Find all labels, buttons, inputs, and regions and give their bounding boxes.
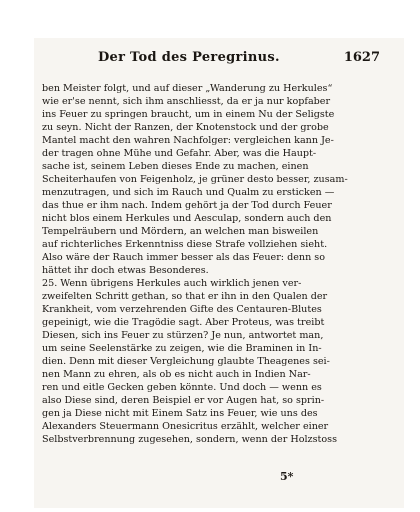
- page-header: [34, 50, 380, 65]
- text-line: nicht blos einem Herkules und Aesculap, sondern auch den: [42, 213, 332, 224]
- text-line: Also wäre der Rauch immer besser als das Feuer: denn so: [42, 252, 325, 263]
- page-number: 1627: [343, 50, 380, 65]
- text-line: gepeinigt, wie die Tragödie sagt. Aber Proteus, was treibt: [42, 317, 325, 328]
- text-line: sache ist, seinem Leben dieses Ende zu machen, einen: [42, 161, 309, 172]
- text-line: gen ja Diese nicht mit Einem Satz ins Feuer, wie uns des: [42, 408, 318, 419]
- text-line: Mantel macht den wahren Nachfolger: vergleichen kann Je-: [42, 135, 334, 146]
- text-line: das thue er ihm nach. Indem gehört ja der Tod durch Feuer: [42, 200, 332, 211]
- text-line: ins Feuer zu springen braucht, um in einem Nu der Seligste: [42, 109, 335, 120]
- text-line: auf richterliches Erkenntniss diese Strafe vollziehen sieht.: [42, 239, 328, 250]
- text-line: der tragen ohne Mühe und Gefahr. Aber, was die Haupt-: [42, 148, 317, 159]
- text-line: dien. Denn mit dieser Vergleichung glaubte Theagenes sei-: [42, 356, 330, 367]
- text-line: ren und eitle Gecken geben könnte. Und doch — wenn es: [42, 382, 322, 393]
- paragraph-start-line: 25. Wenn übrigens Herkules auch wirklich jenen ver-: [42, 278, 302, 289]
- text-line: also Diese sind, deren Beispiel er vor Augen hat, so sprin-: [42, 395, 325, 406]
- text-line: Tempelräubern und Mördern, an welchen man bisweilen: [42, 226, 319, 237]
- text-line: zu seyn. Nicht der Ranzen, der Knotenstock und der grobe: [42, 122, 329, 133]
- text-line: nen Mann zu ehren, als ob es nicht auch in Indien Nar-: [42, 369, 311, 380]
- text-line: Krankheit, vom verzehrenden Gifte des Centauren-Blutes: [42, 304, 322, 315]
- running-head: Der Tod des Peregrinus.: [97, 50, 280, 65]
- text-line: ben Meister folgt, und auf dieser „Wanderung zu Herkules“: [42, 83, 333, 94]
- text-line: Alexanders Steuermann Onesicritus erzählt, welcher einer: [42, 421, 329, 432]
- text-line: wie er'se nennt, sich ihm anschliesst, da er ja nur kopfaber: [42, 96, 331, 107]
- text-line: Scheiterhaufen von Feigenholz, je grüner desto besser, zusam-: [42, 174, 348, 185]
- text-line: Diesen, sich ins Feuer zu stürzen? Je nun, antwortet man,: [42, 330, 324, 341]
- text-line: hättet ihr doch etwas Besonderes.: [42, 265, 209, 276]
- book-page: [34, 38, 404, 508]
- text-line: zweifelten Schritt gethan, so that er ihn in den Qualen der: [42, 291, 328, 302]
- text-line: um seine Seelenstärke zu zeigen, wie die Braminen in In-: [42, 343, 322, 354]
- body-text: [42, 82, 382, 446]
- text-line: menzutragen, und sich im Rauch und Qualm zu ersticken —: [42, 187, 335, 198]
- text-line: Selbstverbrennung zugesehen, sondern, wenn der Holzstoss: [42, 434, 337, 445]
- signature-mark: 5*: [280, 470, 294, 483]
